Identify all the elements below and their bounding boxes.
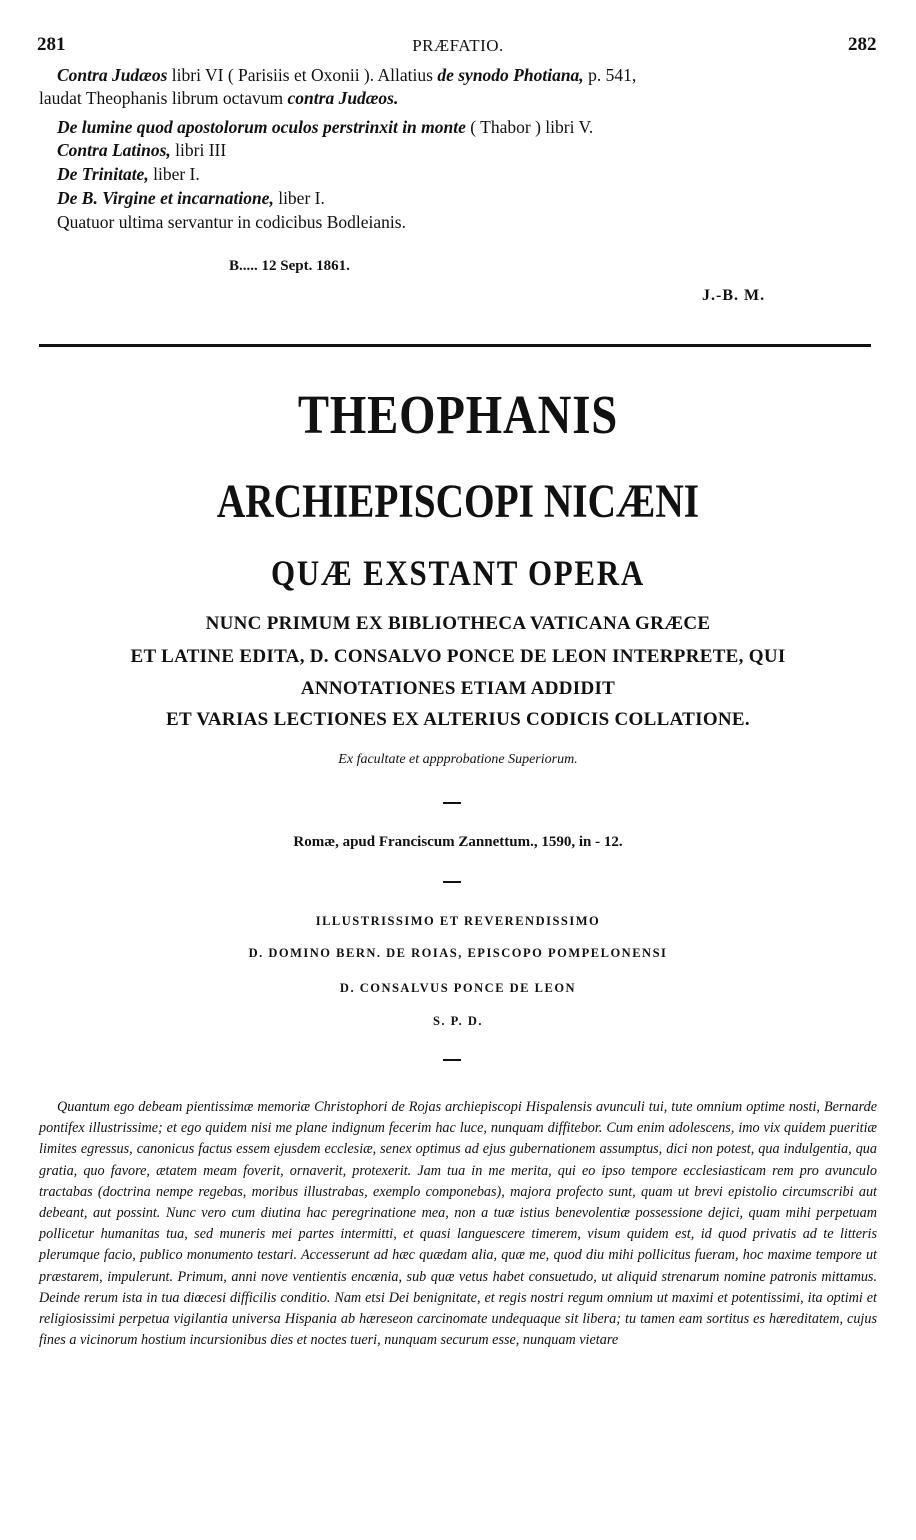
work-note: liber I. bbox=[148, 164, 200, 184]
dedication-line-1: ILLUSTRISSIMO ET REVERENDISSIMO bbox=[315, 914, 601, 928]
work-title: De B. Virgine et incarnatione, bbox=[57, 188, 274, 208]
page-number-right: 282 bbox=[848, 34, 877, 55]
work-note: Quatuor ultima servantur in codicibus Bodleianis. bbox=[57, 212, 406, 232]
work-title: contra Judæos. bbox=[287, 88, 399, 108]
preface-line-5 bbox=[57, 163, 200, 185]
section-rule bbox=[39, 344, 871, 347]
subtitle-line-2: ET LATINE EDITA, D. CONSALVO PONCE DE LEON INTERPRETE, QUI bbox=[130, 646, 786, 667]
date-line: B..... 12 Sept. 1861. bbox=[229, 258, 350, 274]
publication-line: Romæ, apud Franciscum Zannettum., 1590, in - 12. bbox=[293, 834, 623, 850]
page-number-left: 281 bbox=[37, 34, 66, 55]
subtitle-line-3: ANNOTATIONES ETIAM ADDIDIT bbox=[300, 678, 616, 699]
work-title: De Trinitate, bbox=[57, 164, 149, 184]
subtitle-line-1: NUNC PRIMUM EX BIBLIOTHECA VATICANA GRÆCE bbox=[205, 613, 711, 634]
signature: J.-B. M. bbox=[702, 287, 766, 304]
work-note: libri III bbox=[170, 140, 227, 160]
work-title: Contra Latinos, bbox=[57, 140, 171, 160]
work-note: laudat Theophanis librum octavum bbox=[39, 88, 288, 108]
approbation-line: Ex facultate et appprobatione Superiorum. bbox=[338, 752, 578, 767]
preface-line-4 bbox=[57, 139, 226, 161]
work-note: ( Thabor ) libri V. bbox=[465, 117, 594, 137]
work-note: p. 541, bbox=[583, 65, 637, 85]
work-note: libri VI ( Parisiis et Oxonii ). Allatius bbox=[167, 65, 438, 85]
work-note: liber I. bbox=[273, 188, 325, 208]
title-line-2-wrap bbox=[0, 474, 916, 529]
dedication-letter-paragraph: Quantum ego debeam pientissimæ memoriæ Christophori de Rojas archiepiscopi Hispalensis avunculi tui, tute omnium optime nosti, Bernarde pontifex illustrissime; et ego quidem nisi me plane indignum fecerim hac luce, nunquam diffitebor. Cum enim adolescens, imo vix quidem pueritiæ limites egressus, canonicus factus essem ejusdem ecclesiæ, senex optimus ad ejus gubernationem assumptus, dici non potest, qua indulgentia, qua gratia, quo favore, ætatem meam foverit, ornaverit, protexerit. Jam tua in me merita, qui eo ipso tempore ecclesiasticam rem pro avunculo tractabas (doctrina nempe regebas, moribus illustrabas, exemplo componebas), majora profecto sunt, quam ut brevi epistolio circumscribi aut debeant, aut possint. Nunc vero cum diutina hac peregrinatione mea, non a tuæ istius benevolentiæ possessione dejici, quam mihi perpetuam pollicetur humanitas tua, sed muneris mei partes intermitti, et quasi languescere timerem, visum quidem est, id quod privatis ad te litteris plerumque facio, publico monumento testari. Accesserunt ad hæc quædam alia, quæ me, quod diu mihi pollicitus fueram, hoc maxime tempore ut præstarem, impulerunt. Primum, anni nove ventientis encænia, sub quæ vetus habet consuetudo, ut aliquid strenarum nomine patronis mittamus. Deinde rerum ista in tua diœcesi difficilis conditio. Nam etsi Dei benignitate, et regis nostri regum omnium ut maximi et potentissimi, ita optimi et religiosissimi perpetua vigilantia universa Hispania ab hæreseon carcinomate undequaque sit libera; tu tamen eam sortitus es hæreditatem, cujus fines a vicinorum hostium incursionibus dies et noctes tueri, nunquam securum esse, nunquam vietare bbox=[39, 1099, 877, 1349]
dedication-line-3: D. CONSALVUS PONCE DE LEON bbox=[339, 981, 577, 995]
title-line-1: THEOPHANIS bbox=[297, 384, 619, 445]
short-divider bbox=[443, 802, 461, 804]
title-line-3: QUÆ EXSTANT OPERA bbox=[271, 553, 645, 593]
short-divider bbox=[443, 881, 461, 883]
preface-line-6 bbox=[57, 187, 325, 209]
dedication-line-4: S. P. D. bbox=[432, 1014, 484, 1028]
title-line-3-wrap bbox=[0, 552, 916, 594]
work-title: Contra Judæos bbox=[57, 65, 168, 85]
running-title: PRÆFATIO. bbox=[412, 36, 504, 55]
preface-line-2 bbox=[39, 87, 398, 109]
short-divider bbox=[443, 1059, 461, 1061]
dedication-line-2: D. DOMINO BERN. DE ROIAS, EPISCOPO POMPELONENSI bbox=[248, 946, 668, 960]
subtitle-line-4: ET VARIAS LECTIONES EX ALTERIUS CODICIS COLLATIONE. bbox=[166, 709, 750, 730]
preface-line-1 bbox=[57, 64, 636, 86]
title-line-2: ARCHIEPISCOPI NICÆNI bbox=[216, 475, 700, 528]
preface-line-7 bbox=[57, 211, 406, 233]
work-title: de synodo Photiana, bbox=[437, 65, 584, 85]
work-title: De lumine quod apostolorum oculos perstrinxit in monte bbox=[57, 117, 466, 137]
preface-line-3 bbox=[57, 116, 593, 138]
title-line-1-wrap bbox=[0, 383, 916, 446]
